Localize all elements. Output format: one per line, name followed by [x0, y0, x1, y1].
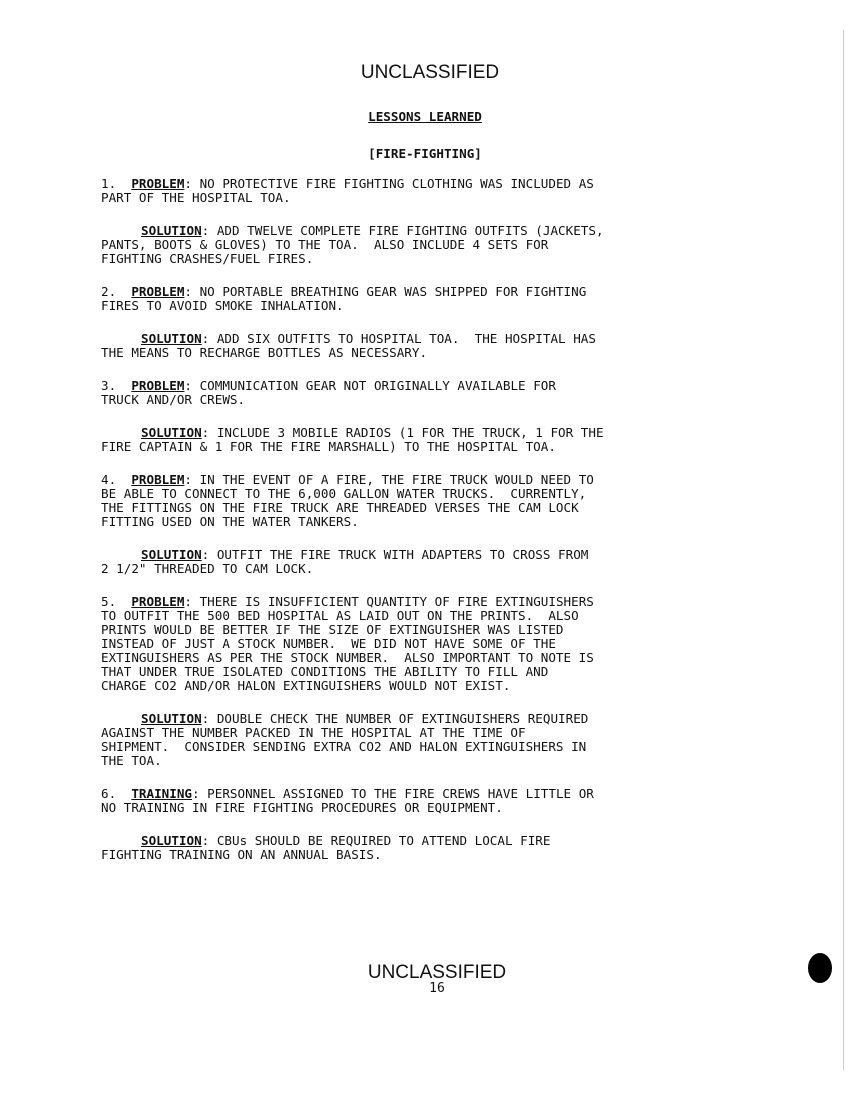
paragraph-line: 2 1/2" THREADED TO CAM LOCK. [101, 561, 314, 576]
paragraph-first-line [101, 379, 761, 393]
paragraph-line: SHIPMENT. CONSIDER SENDING EXTRA CO2 AND HALON EXTINGUISHERS IN [101, 739, 587, 754]
item-number: 2. [101, 284, 117, 299]
paragraph-line: PRINTS WOULD BE BETTER IF THE SIZE OF EXTINGUISHER WAS LISTED [101, 622, 564, 637]
paragraph-line: NO TRAINING IN FIRE FIGHTING PROCEDURES OR EQUIPMENT. [101, 800, 503, 815]
problem-paragraph [101, 177, 761, 205]
paragraph-text: : PERSONNEL ASSIGNED TO THE FIRE CREWS HAVE LITTLE OR [192, 786, 594, 801]
paragraph-text: : CBUs SHOULD BE REQUIRED TO ATTEND LOCAL FIRE [201, 833, 551, 848]
item-number: 5. [101, 594, 117, 609]
document-subtitle: [FIRE-FIGHTING] [368, 146, 482, 161]
keyword-label: SOLUTION [141, 547, 202, 562]
lessons-list [101, 177, 761, 881]
item-number: 1. [101, 176, 117, 191]
keyword-label: TRAINING [131, 786, 193, 801]
paragraph-first-line [101, 473, 761, 487]
paragraph-text: : NO PROTECTIVE FIRE FIGHTING CLOTHING WAS INCLUDED AS [184, 176, 594, 191]
paragraph-line: INSTEAD OF JUST A STOCK NUMBER. WE DID NOT HAVE SOME OF THE [101, 636, 556, 651]
paragraph-first-line [101, 332, 761, 346]
paragraph-line: FIGHTING CRASHES/FUEL FIRES. [101, 251, 314, 266]
solution-paragraph [101, 224, 761, 266]
paragraph-text: : DOUBLE CHECK THE NUMBER OF EXTINGUISHERS REQUIRED [201, 711, 589, 726]
paragraph-first-line [101, 595, 761, 609]
paragraph-text: : INCLUDE 3 MOBILE RADIOS (1 FOR THE TRUCK, 1 FOR THE [201, 425, 604, 440]
item-number: 4. [101, 472, 117, 487]
page-number: 16 [429, 981, 445, 996]
keyword-label: PROBLEM [131, 176, 185, 191]
paragraph-first-line [101, 787, 761, 801]
paragraph-first-line [101, 224, 761, 238]
paragraph-line: TO OUTFIT THE 500 BED HOSPITAL AS LAID OUT ON THE PRINTS. ALSO [101, 608, 579, 623]
paragraph-line: CHARGE CO2 AND/OR HALON EXTINGUISHERS WOULD NOT EXIST. [101, 678, 511, 693]
paragraph-line: PART OF THE HOSPITAL TOA. [101, 190, 291, 205]
item-number: 3. [101, 378, 117, 393]
solution-paragraph [101, 426, 761, 454]
paragraph-first-line [101, 285, 761, 299]
keyword-label: SOLUTION [141, 331, 202, 346]
paragraph-line: AGAINST THE NUMBER PACKED IN THE HOSPITAL AT THE TIME OF [101, 725, 526, 740]
problem-paragraph [101, 285, 761, 313]
keyword-label: SOLUTION [141, 223, 202, 238]
keyword-label: SOLUTION [141, 425, 202, 440]
paragraph-line: PANTS, BOOTS & GLOVES) TO THE TOA. ALSO INCLUDE 4 SETS FOR [101, 237, 549, 252]
paragraph-first-line [101, 177, 761, 191]
paragraph-line: FIGHTING TRAINING ON AN ANNUAL BASIS. [101, 847, 382, 862]
paragraph-line: FIRE CAPTAIN & 1 FOR THE FIRE MARSHALL) TO THE HOSPITAL TOA. [101, 439, 556, 454]
document-title: LESSONS LEARNED [368, 109, 482, 124]
keyword-label: SOLUTION [141, 833, 202, 848]
paragraph-first-line [101, 548, 761, 562]
item-number: 6. [101, 786, 117, 801]
paragraph-line: THE TOA. [101, 753, 162, 768]
paragraph-line: THAT UNDER TRUE ISOLATED CONDITIONS THE ABILITY TO FILL AND [101, 664, 549, 679]
problem-paragraph [101, 379, 761, 407]
paragraph-text: : THERE IS INSUFFICIENT QUANTITY OF FIRE EXTINGUISHERS [184, 594, 594, 609]
solution-paragraph [101, 712, 761, 768]
paragraph-text: : ADD SIX OUTFITS TO HOSPITAL TOA. THE HOSPITAL HAS [201, 331, 596, 346]
paragraph-text: : OUTFIT THE FIRE TRUCK WITH ADAPTERS TO CROSS FROM [201, 547, 589, 562]
punch-hole-mark [808, 953, 832, 983]
paragraph-first-line [101, 712, 761, 726]
paragraph-first-line [101, 834, 761, 848]
paragraph-first-line [101, 426, 761, 440]
solution-paragraph [101, 548, 761, 576]
keyword-label: SOLUTION [141, 711, 202, 726]
paragraph-text: : COMMUNICATION GEAR NOT ORIGINALLY AVAILABLE FOR [184, 378, 556, 393]
scan-edge [841, 30, 844, 1070]
solution-paragraph [101, 332, 761, 360]
solution-paragraph [101, 834, 761, 862]
keyword-label: PROBLEM [131, 472, 185, 487]
keyword-label: PROBLEM [131, 594, 185, 609]
paragraph-line: EXTINGUISHERS AS PER THE STOCK NUMBER. ALSO IMPORTANT TO NOTE IS [101, 650, 594, 665]
paragraph-line: THE MEANS TO RECHARGE BOTTLES AS NECESSARY. [101, 345, 428, 360]
paragraph-line: THE FITTINGS ON THE FIRE TRUCK ARE THREADED VERSES THE CAM LOCK [101, 500, 579, 515]
paragraph-text: : IN THE EVENT OF A FIRE, THE FIRE TRUCK WOULD NEED TO [184, 472, 594, 487]
paragraph-text: : NO PORTABLE BREATHING GEAR WAS SHIPPED FOR FIGHTING [184, 284, 587, 299]
paragraph-line: TRUCK AND/OR CREWS. [101, 392, 246, 407]
problem-paragraph [101, 595, 761, 693]
problem-paragraph [101, 787, 761, 815]
paragraph-text: : ADD TWELVE COMPLETE FIRE FIGHTING OUTFITS (JACKETS, [201, 223, 604, 238]
paragraph-line: BE ABLE TO CONNECT TO THE 6,000 GALLON WATER TRUCKS. CURRENTLY, [101, 486, 587, 501]
paragraph-line: FIRES TO AVOID SMOKE INHALATION. [101, 298, 344, 313]
classification-footer: UNCLASSIFIED [367, 962, 507, 983]
classification-header: UNCLASSIFIED [360, 62, 500, 83]
paragraph-line: FITTING USED ON THE WATER TANKERS. [101, 514, 359, 529]
keyword-label: PROBLEM [131, 284, 185, 299]
problem-paragraph [101, 473, 761, 529]
keyword-label: PROBLEM [131, 378, 185, 393]
